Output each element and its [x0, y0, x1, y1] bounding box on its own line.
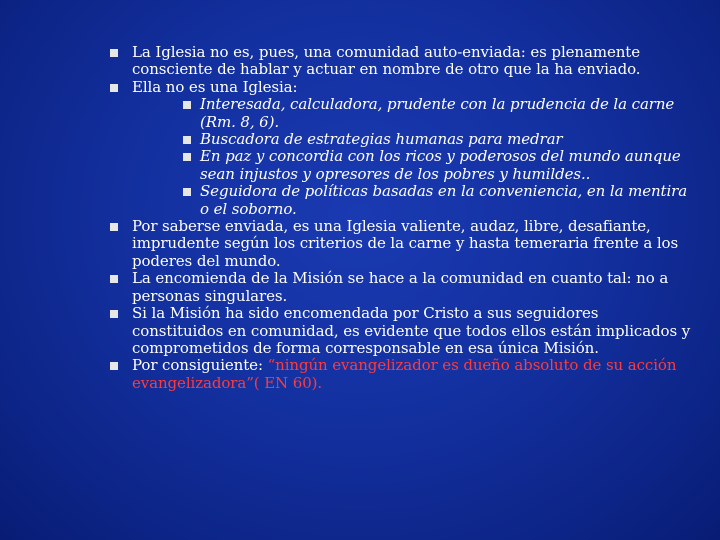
- sub-bullet-item-3: [108, 148, 694, 183]
- sub-bullet-item-2: [108, 131, 694, 148]
- square-bullet-icon: [110, 49, 118, 57]
- bullet-text-2: Ella no es una Iglesia:: [132, 77, 298, 96]
- square-bullet-icon: [110, 310, 118, 318]
- square-bullet-icon: [110, 84, 118, 92]
- square-bullet-icon: [183, 153, 191, 161]
- square-bullet-icon: [110, 362, 118, 370]
- bullet-item-5: [108, 305, 694, 357]
- sub-bullet-text-1: Interesada, calculadora, prudente con la prudencia de la carne (Rm. 8, 6).: [200, 95, 675, 131]
- bullet-item-6: [108, 357, 694, 392]
- bullet-item-4: [108, 270, 694, 305]
- square-bullet-icon: [183, 101, 191, 109]
- bullet-item-2: [108, 79, 694, 96]
- bullet-text-6-prefix: Por consiguiente:: [132, 356, 268, 375]
- square-bullet-icon: [110, 275, 118, 283]
- square-bullet-icon: [183, 188, 191, 196]
- bullet-text-1: La Iglesia no es, pues, una comunidad auto-enviada: es plenamente consciente de hablar y actuar en nombre de otro que la ha enviado.: [132, 43, 641, 79]
- bullet-text-6-quote: “ningún evangelizador es dueño absoluto de su acción evangelizadora”( EN 60).: [132, 356, 677, 392]
- bullet-text-4: La encomienda de la Misión se hace a la comunidad en cuanto tal: no a personas singulares.: [132, 269, 669, 305]
- sub-bullet-text-2: Buscadora de estrategias humanas para medrar: [200, 130, 563, 149]
- square-bullet-icon: [110, 223, 118, 231]
- bullet-item-1: [108, 44, 694, 79]
- sub-bullet-item-4: [108, 183, 694, 218]
- bullet-text-3: Por saberse enviada, es una Iglesia valiente, audaz, libre, desafiante, imprudente según los criterios de la carne y hasta temeraria frente a los poderes del mundo.: [132, 217, 679, 270]
- bullet-item-3: [108, 218, 694, 270]
- sub-bullet-text-4: Seguidora de políticas basadas en la conveniencia, en la mentira o el soborno.: [200, 182, 688, 218]
- sub-bullet-text-3: En paz y concordia con los ricos y poderosos del mundo aunque sean injustos y opresores de los pobres y humildes..: [200, 147, 681, 183]
- bullet-text-5: Si la Misión ha sido encomendada por Cristo a sus seguidores constituidos en comunidad, es evidente que todos ellos están implicados y comprometidos de forma corresponsable en esa única Misión.: [132, 304, 691, 357]
- sub-bullet-item-1: [108, 96, 694, 131]
- slide-content: [108, 44, 694, 392]
- square-bullet-icon: [183, 136, 191, 144]
